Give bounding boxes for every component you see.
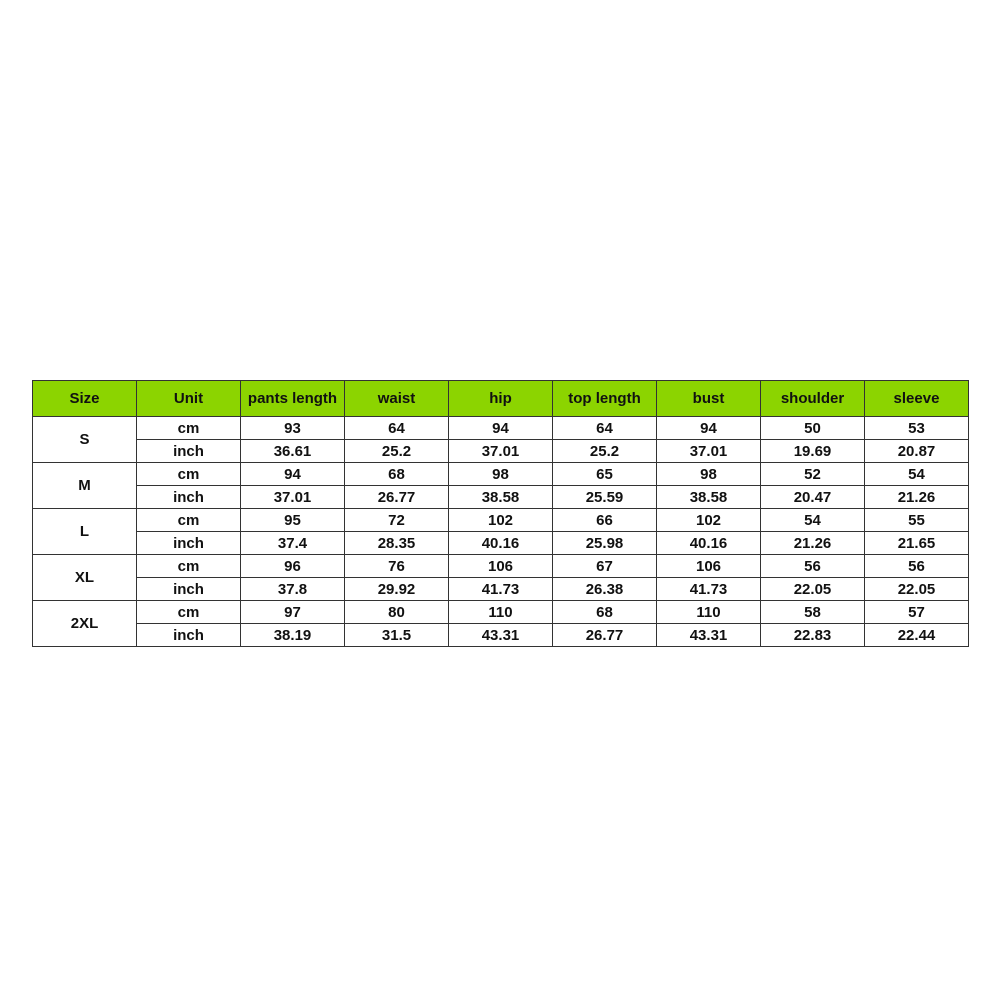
table-row bbox=[33, 578, 969, 601]
measurement-cell: 66 bbox=[553, 509, 657, 532]
unit-cell: cm bbox=[137, 417, 241, 440]
table-header bbox=[33, 381, 969, 417]
header-row bbox=[33, 381, 969, 417]
measurement-cell: 76 bbox=[345, 555, 449, 578]
measurement-cell: 64 bbox=[345, 417, 449, 440]
header-unit: Unit bbox=[137, 381, 241, 417]
header-bust: bust bbox=[657, 381, 761, 417]
header-sleeve: sleeve bbox=[865, 381, 969, 417]
measurement-cell: 98 bbox=[449, 463, 553, 486]
header-pants-length: pants length bbox=[241, 381, 345, 417]
measurement-cell: 19.69 bbox=[761, 440, 865, 463]
measurement-cell: 110 bbox=[657, 601, 761, 624]
measurement-cell: 80 bbox=[345, 601, 449, 624]
table-row bbox=[33, 601, 969, 624]
unit-cell: inch bbox=[137, 486, 241, 509]
size-chart-table bbox=[32, 380, 969, 647]
measurement-cell: 37.01 bbox=[449, 440, 553, 463]
measurement-cell: 106 bbox=[657, 555, 761, 578]
measurement-cell: 22.05 bbox=[761, 578, 865, 601]
table-row bbox=[33, 532, 969, 555]
unit-cell: inch bbox=[137, 440, 241, 463]
header-hip: hip bbox=[449, 381, 553, 417]
unit-cell: inch bbox=[137, 624, 241, 647]
size-label: M bbox=[33, 463, 137, 509]
measurement-cell: 22.44 bbox=[865, 624, 969, 647]
unit-cell: cm bbox=[137, 463, 241, 486]
measurement-cell: 68 bbox=[345, 463, 449, 486]
measurement-cell: 72 bbox=[345, 509, 449, 532]
measurement-cell: 21.65 bbox=[865, 532, 969, 555]
measurement-cell: 26.77 bbox=[345, 486, 449, 509]
measurement-cell: 54 bbox=[865, 463, 969, 486]
measurement-cell: 37.01 bbox=[657, 440, 761, 463]
measurement-cell: 25.2 bbox=[345, 440, 449, 463]
unit-cell: cm bbox=[137, 601, 241, 624]
size-label: 2XL bbox=[33, 601, 137, 647]
measurement-cell: 53 bbox=[865, 417, 969, 440]
measurement-cell: 93 bbox=[241, 417, 345, 440]
measurement-cell: 25.2 bbox=[553, 440, 657, 463]
table-row bbox=[33, 555, 969, 578]
measurement-cell: 28.35 bbox=[345, 532, 449, 555]
size-label: L bbox=[33, 509, 137, 555]
measurement-cell: 20.87 bbox=[865, 440, 969, 463]
table-row bbox=[33, 486, 969, 509]
measurement-cell: 95 bbox=[241, 509, 345, 532]
table-row bbox=[33, 417, 969, 440]
measurement-cell: 31.5 bbox=[345, 624, 449, 647]
measurement-cell: 37.4 bbox=[241, 532, 345, 555]
measurement-cell: 29.92 bbox=[345, 578, 449, 601]
measurement-cell: 102 bbox=[657, 509, 761, 532]
measurement-cell: 25.98 bbox=[553, 532, 657, 555]
measurement-cell: 55 bbox=[865, 509, 969, 532]
measurement-cell: 37.8 bbox=[241, 578, 345, 601]
header-top-length: top length bbox=[553, 381, 657, 417]
measurement-cell: 43.31 bbox=[657, 624, 761, 647]
measurement-cell: 56 bbox=[865, 555, 969, 578]
measurement-cell: 97 bbox=[241, 601, 345, 624]
measurement-cell: 110 bbox=[449, 601, 553, 624]
measurement-cell: 22.05 bbox=[865, 578, 969, 601]
measurement-cell: 52 bbox=[761, 463, 865, 486]
measurement-cell: 38.19 bbox=[241, 624, 345, 647]
measurement-cell: 22.83 bbox=[761, 624, 865, 647]
measurement-cell: 21.26 bbox=[761, 532, 865, 555]
unit-cell: inch bbox=[137, 532, 241, 555]
measurement-cell: 56 bbox=[761, 555, 865, 578]
measurement-cell: 106 bbox=[449, 555, 553, 578]
header-size: Size bbox=[33, 381, 137, 417]
measurement-cell: 54 bbox=[761, 509, 865, 532]
measurement-cell: 36.61 bbox=[241, 440, 345, 463]
size-label: S bbox=[33, 417, 137, 463]
header-shoulder: shoulder bbox=[761, 381, 865, 417]
measurement-cell: 58 bbox=[761, 601, 865, 624]
measurement-cell: 40.16 bbox=[449, 532, 553, 555]
table-row bbox=[33, 463, 969, 486]
measurement-cell: 50 bbox=[761, 417, 865, 440]
header-waist: waist bbox=[345, 381, 449, 417]
measurement-cell: 64 bbox=[553, 417, 657, 440]
size-label: XL bbox=[33, 555, 137, 601]
measurement-cell: 25.59 bbox=[553, 486, 657, 509]
table-row bbox=[33, 624, 969, 647]
measurement-cell: 68 bbox=[553, 601, 657, 624]
measurement-cell: 26.77 bbox=[553, 624, 657, 647]
unit-cell: cm bbox=[137, 555, 241, 578]
unit-cell: cm bbox=[137, 509, 241, 532]
measurement-cell: 67 bbox=[553, 555, 657, 578]
measurement-cell: 98 bbox=[657, 463, 761, 486]
measurement-cell: 94 bbox=[657, 417, 761, 440]
measurement-cell: 26.38 bbox=[553, 578, 657, 601]
measurement-cell: 41.73 bbox=[657, 578, 761, 601]
table-row bbox=[33, 440, 969, 463]
measurement-cell: 21.26 bbox=[865, 486, 969, 509]
table-body bbox=[33, 417, 969, 647]
measurement-cell: 41.73 bbox=[449, 578, 553, 601]
measurement-cell: 38.58 bbox=[449, 486, 553, 509]
measurement-cell: 37.01 bbox=[241, 486, 345, 509]
measurement-cell: 40.16 bbox=[657, 532, 761, 555]
measurement-cell: 94 bbox=[241, 463, 345, 486]
measurement-cell: 38.58 bbox=[657, 486, 761, 509]
measurement-cell: 57 bbox=[865, 601, 969, 624]
table-row bbox=[33, 509, 969, 532]
measurement-cell: 43.31 bbox=[449, 624, 553, 647]
measurement-cell: 94 bbox=[449, 417, 553, 440]
unit-cell: inch bbox=[137, 578, 241, 601]
measurement-cell: 65 bbox=[553, 463, 657, 486]
measurement-cell: 96 bbox=[241, 555, 345, 578]
measurement-cell: 20.47 bbox=[761, 486, 865, 509]
measurement-cell: 102 bbox=[449, 509, 553, 532]
